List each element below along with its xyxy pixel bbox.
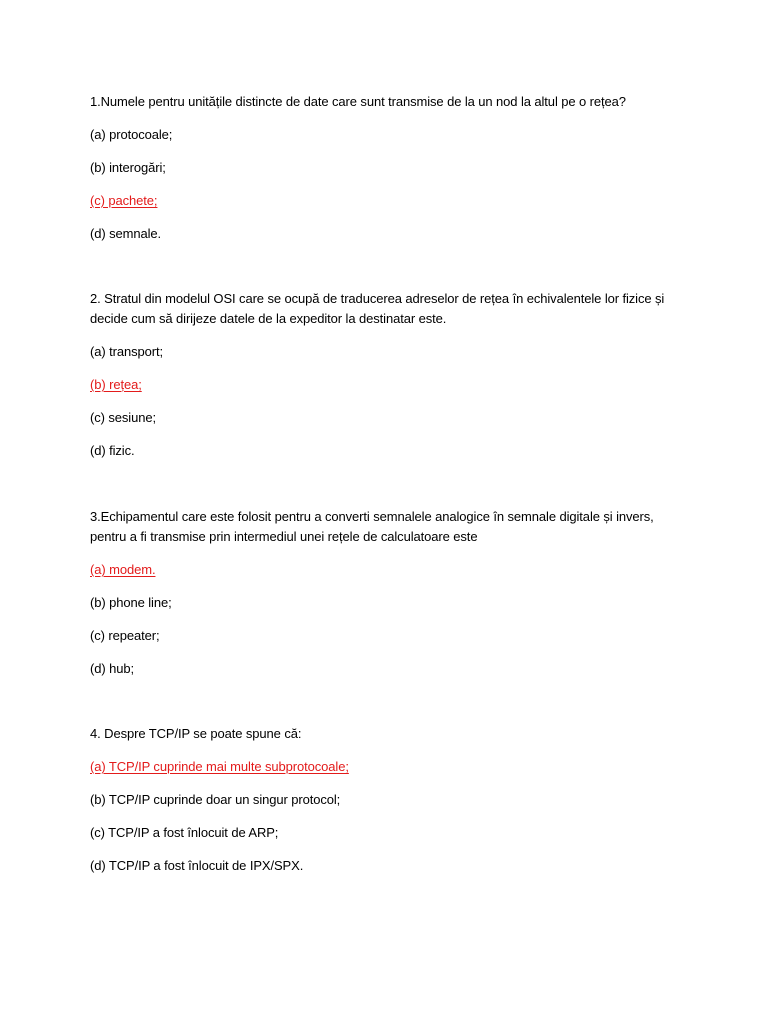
question-1-option-a: (a) protocoale; xyxy=(90,127,173,142)
question-2-option-a: (a) transport; xyxy=(90,344,164,359)
question-2-text-line-1: 2. Stratul din modelul OSI care se ocupă de traducerea adreselor de rețea în echivalentele lor fizice și xyxy=(90,291,665,306)
question-1-option-b: (b) interogări; xyxy=(90,160,166,175)
question-2-text-line-2: decide cum să dirijeze datele de la expeditor la destinatar este. xyxy=(90,311,447,326)
question-4-text: 4. Despre TCP/IP se poate spune că: xyxy=(90,726,302,741)
question-3-option-c: (c) repeater; xyxy=(90,628,160,643)
question-2-option-c: (c) sesiune; xyxy=(90,410,156,425)
question-4-option-d: (d) TCP/IP a fost înlocuit de IPX/SPX. xyxy=(90,858,304,873)
question-4-option-c: (c) TCP/IP a fost înlocuit de ARP; xyxy=(90,825,279,840)
question-1-text: 1.Numele pentru unitățile distincte de date care sunt transmise de la un nod la altul pe o rețea? xyxy=(90,94,626,109)
question-4-option-b: (b) TCP/IP cuprinde doar un singur protocol; xyxy=(90,792,341,807)
question-3-option-d: (d) hub; xyxy=(90,661,135,676)
question-1-option-c-correct: (c) pachete; xyxy=(90,193,158,208)
question-3-text-line-1: 3.Echipamentul care este folosit pentru a converti semnalele analogice în semnale digitale și invers, xyxy=(90,509,654,524)
question-2-option-d: (d) fizic. xyxy=(90,443,135,458)
question-4-option-a-correct: (a) TCP/IP cuprinde mai multe subprotocoale; xyxy=(90,759,349,774)
question-2-option-b-correct: (b) rețea; xyxy=(90,377,142,392)
question-1-option-d: (d) semnale. xyxy=(90,226,162,241)
question-3-option-a-correct: (a) modem. xyxy=(90,562,156,577)
question-3-text-line-2: pentru a fi transmise prin intermediul unei rețele de calculatoare este xyxy=(90,529,478,544)
question-3-option-b: (b) phone line; xyxy=(90,595,172,610)
